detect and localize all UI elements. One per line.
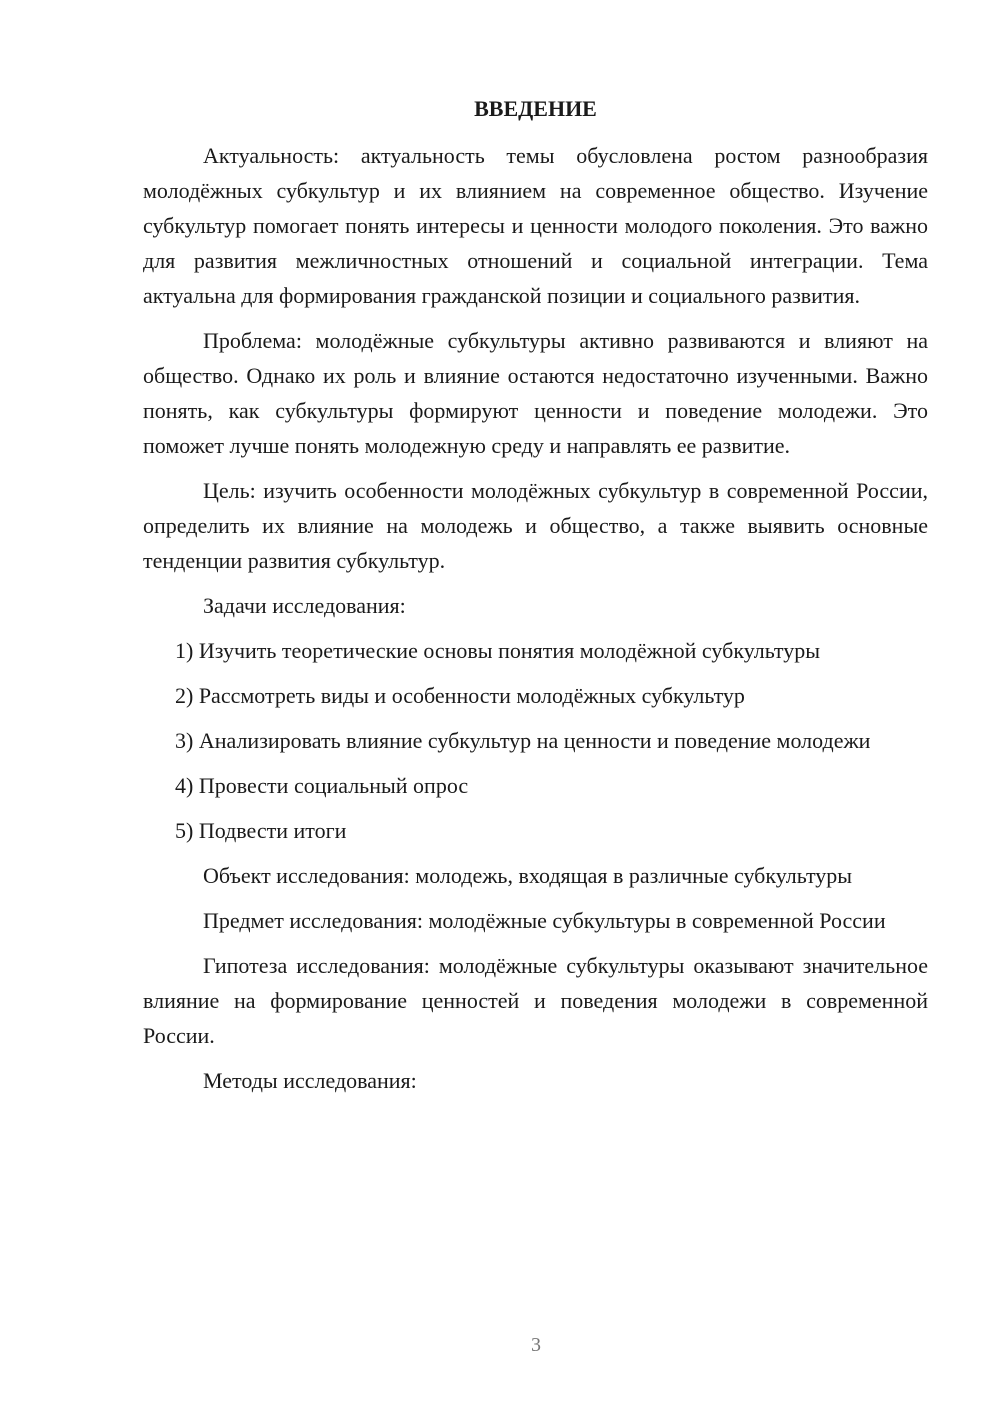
task-item-1: 1) Изучить теоретические основы понятия молодёжной субкультуры <box>175 638 821 663</box>
hypothesis-paragraph: Гипотеза исследования: молодёжные субкультуры оказывают значительное влияние на формирование ценностей и поведения молодежи в современной России. <box>143 953 928 1048</box>
tasks-heading: Задачи исследования: <box>203 593 406 618</box>
object-paragraph: Объект исследования: молодежь, входящая в различные субкультуры <box>203 863 853 888</box>
relevance-paragraph: Актуальность: актуальность темы обусловлена ростом разнообразия молодёжных субкультур и их влиянием на современное общество. Изучение субкультур помогает понять интересы и ценности молодого поколения. Это важно для развития межличностных отношений и социальной интеграции. Тема актуальна для формирования гражданской позиции и социального развития. <box>143 143 928 308</box>
problem-paragraph: Проблема: молодёжные субкультуры активно развиваются и влияют на общество. Однако их роль и влияние остаются недостаточно изученными. Важно понять, как субкультуры формируют ценности и поведение молодежи. Это поможет лучше понять молодежную среду и направлять ее развитие. <box>143 328 928 458</box>
task-item-5: 5) Подвести итоги <box>175 818 347 843</box>
section-title: ВВЕДЕНИЕ <box>474 96 597 121</box>
goal-paragraph: Цель: изучить особенности молодёжных субкультур в современной России, определить их влияние на молодежь и общество, а также выявить основные тенденции развития субкультур. <box>143 478 928 573</box>
methods-heading: Методы исследования: <box>203 1068 417 1093</box>
subject-paragraph: Предмет исследования: молодёжные субкультуры в современной России <box>203 908 886 933</box>
document-body <box>143 92 928 1098</box>
task-item-4: 4) Провести социальный опрос <box>175 773 469 798</box>
page-number: 3 <box>531 1334 541 1356</box>
task-item-3: 3) Анализировать влияние субкультур на ценности и поведение молодежи <box>175 728 871 753</box>
task-item-2: 2) Рассмотреть виды и особенности молодёжных субкультур <box>175 683 745 708</box>
